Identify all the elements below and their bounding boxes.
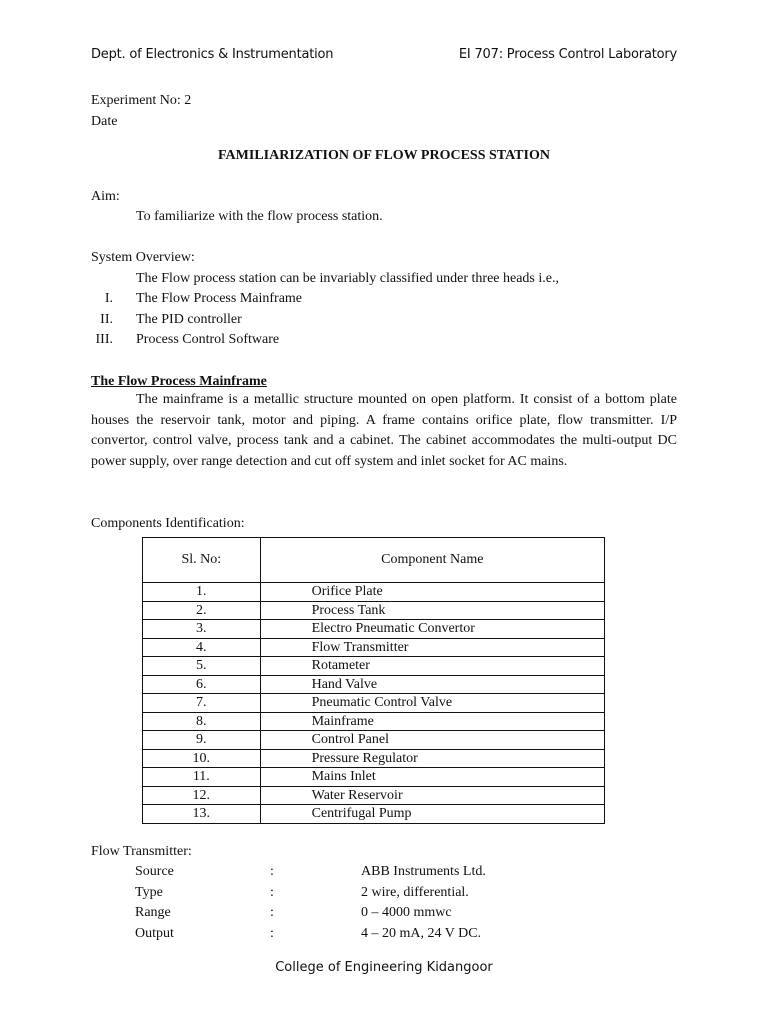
table-cell-number: 10. <box>143 749 261 768</box>
table-cell-component: Water Reservoir <box>260 786 604 805</box>
experiment-date: Date <box>91 114 118 129</box>
table-cell-number: 7. <box>143 694 261 713</box>
table-cell-number: 1. <box>143 583 261 602</box>
spec-key: Source <box>135 864 174 879</box>
table-row <box>143 805 605 824</box>
table-cell-component: Control Panel <box>260 731 604 750</box>
table-cell-component: Pneumatic Control Valve <box>260 694 604 713</box>
spec-separator: : <box>270 885 274 900</box>
table-row <box>143 731 605 750</box>
spec-value: 0 – 4000 mmwc <box>361 905 452 920</box>
overview-item-text: The PID controller <box>136 312 242 327</box>
table-cell-component: Orifice Plate <box>260 583 604 602</box>
aim-label: Aim: <box>91 189 120 204</box>
table-cell-component: Centrifugal Pump <box>260 805 604 824</box>
table-cell-component: Process Tank <box>260 601 604 620</box>
overview-label: System Overview: <box>91 250 195 265</box>
flow-transmitter-label: Flow Transmitter: <box>91 844 192 859</box>
table-cell-component: Hand Valve <box>260 675 604 694</box>
table-header-cell: Component Name <box>260 538 604 583</box>
spec-separator: : <box>270 864 274 879</box>
table-cell-number: 5. <box>143 657 261 676</box>
table-row <box>143 583 605 602</box>
overview-intro: The Flow process station can be invariably classified under three heads i.e., <box>136 271 559 286</box>
overview-item-text: Process Control Software <box>136 332 280 347</box>
table-cell-number: 2. <box>143 601 261 620</box>
table-cell-number: 9. <box>143 731 261 750</box>
spec-value: 4 – 20 mA, 24 V DC. <box>361 926 482 941</box>
components-table <box>142 537 605 824</box>
overview-item-text: The Flow Process Mainframe <box>136 291 303 306</box>
table-cell-number: 13. <box>143 805 261 824</box>
table-cell-component: Pressure Regulator <box>260 749 604 768</box>
table-cell-component: Mainframe <box>260 712 604 731</box>
components-label: Components Identification: <box>91 516 245 531</box>
overview-item-number: III. <box>95 332 113 347</box>
table-row <box>143 638 605 657</box>
aim-text: To familiarize with the flow process station. <box>136 209 383 224</box>
table-row <box>143 675 605 694</box>
table-cell-number: 8. <box>143 712 261 731</box>
table-row <box>143 601 605 620</box>
table-cell-number: 3. <box>143 620 261 639</box>
table-cell-component: Flow Transmitter <box>260 638 604 657</box>
table-cell-component: Rotameter <box>260 657 604 676</box>
spec-key: Output <box>135 926 174 941</box>
table-cell-component: Mains Inlet <box>260 768 604 787</box>
overview-item-number: I. <box>104 291 113 306</box>
table-cell-component: Electro Pneumatic Convertor <box>260 620 604 639</box>
header-course: EI 707: Process Control Laboratory <box>458 47 677 62</box>
mainframe-heading: The Flow Process Mainframe <box>91 374 267 389</box>
page-title: FAMILIARIZATION OF FLOW PROCESS STATION <box>218 148 550 163</box>
table-row <box>143 657 605 676</box>
table-cell-number: 11. <box>143 768 261 787</box>
table-cell-number: 12. <box>143 786 261 805</box>
page-footer: College of Engineering Kidangoor <box>275 960 493 975</box>
experiment-number: Experiment No: 2 <box>91 93 192 108</box>
spec-key: Range <box>135 905 171 920</box>
table-row <box>143 786 605 805</box>
table-header-row <box>143 538 605 583</box>
header-department: Dept. of Electronics & Instrumentation <box>91 47 334 62</box>
table-cell-number: 4. <box>143 638 261 657</box>
table-row <box>143 712 605 731</box>
table-header-cell: Sl. No: <box>143 538 261 583</box>
spec-value: 2 wire, differential. <box>361 885 469 900</box>
mainframe-paragraph: The mainframe is a metallic structure mounted on open platform. It consist of a bottom plate houses the reservoir tank, motor and piping. A frame contains orifice plate, flow transmitter. I/P convertor, control valve, process tank and a cabinet. The cabinet accommodates the multi-output DC power supply, over range detection and cut off system and inlet socket for AC mains. <box>91 392 677 469</box>
spec-key: Type <box>135 885 163 900</box>
overview-item-number: II. <box>100 312 113 327</box>
spec-value: ABB Instruments Ltd. <box>361 864 486 879</box>
table-row <box>143 768 605 787</box>
table-row <box>143 694 605 713</box>
spec-separator: : <box>270 926 274 941</box>
table-row <box>143 620 605 639</box>
table-row <box>143 749 605 768</box>
spec-separator: : <box>270 905 274 920</box>
table-cell-number: 6. <box>143 675 261 694</box>
